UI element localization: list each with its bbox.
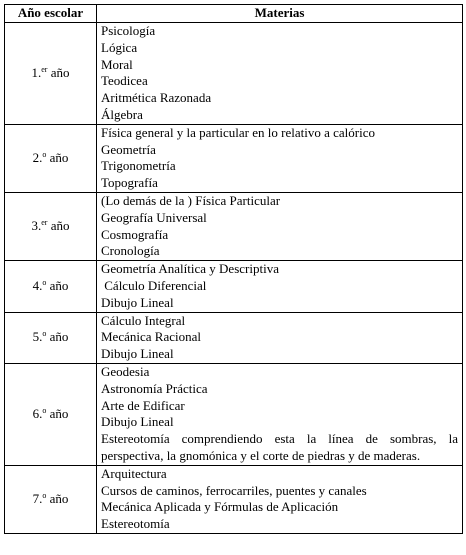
- year-cell: [5, 23, 97, 125]
- table-row: [5, 312, 463, 363]
- subject-item: Geometría Analítica y Descriptiva: [101, 261, 279, 277]
- subject-item: Álgebra: [101, 106, 143, 122]
- subject-item: Estereotomía comprendiendo esta la línea de sombras, la perspectiva, la gnomónica y el corte de piedras y de maderas.: [101, 431, 462, 463]
- subjects-cell: [97, 465, 463, 533]
- subject-item: Arquitectura: [101, 465, 167, 481]
- subjects-cell: [97, 363, 463, 465]
- year-ordinal-suffix: er: [41, 64, 48, 74]
- year-word: año: [49, 329, 69, 345]
- subject-item: Astronomía Práctica: [101, 380, 208, 396]
- subject-item: Estereotomía: [101, 516, 170, 532]
- year-word: año: [49, 149, 69, 165]
- year-word: año: [49, 405, 69, 421]
- subject-item: Topografía: [101, 175, 158, 191]
- year-number: 4.: [32, 277, 43, 293]
- subject-item: Dibujo Lineal: [101, 346, 174, 362]
- curriculum-table: [4, 4, 463, 534]
- table-row: [5, 465, 463, 533]
- year-ordinal-suffix: o: [42, 490, 47, 500]
- year-word: año: [49, 490, 69, 506]
- subject-item: Psicología: [101, 23, 156, 38]
- year-number: 7.: [32, 490, 43, 506]
- subject-item: Teodicea: [101, 73, 148, 89]
- year-number: 2.: [32, 149, 43, 165]
- subjects-cell: [97, 23, 463, 125]
- subject-item: Mecánica Aplicada y Fórmulas de Aplicación: [101, 499, 339, 515]
- subjects-cell: [97, 312, 463, 363]
- year-column-header: Año escolar: [5, 5, 97, 23]
- year-number: 5.: [32, 329, 43, 345]
- subject-item: Cosmografía: [101, 226, 169, 242]
- header-row: [5, 5, 463, 23]
- year-cell: [5, 363, 97, 465]
- year-cell: [5, 465, 97, 533]
- subject-item: Lógica: [101, 39, 138, 55]
- table-row: [5, 124, 463, 192]
- table-row: [5, 192, 463, 260]
- year-ordinal-suffix: o: [42, 329, 47, 339]
- subject-item: (Lo demás de la ) Física Particular: [101, 192, 281, 208]
- table-body: [5, 23, 463, 534]
- year-word: año: [50, 218, 70, 234]
- year-number: 1.: [31, 64, 42, 80]
- year-cell: [5, 312, 97, 363]
- subject-item: Dibujo Lineal: [101, 414, 174, 430]
- subjects-column-header: Materias: [97, 5, 463, 23]
- subject-item: Cronología: [101, 243, 160, 259]
- year-ordinal-suffix: o: [42, 405, 47, 415]
- subject-item: Arte de Edificar: [101, 397, 185, 413]
- subjects-cell: [97, 124, 463, 192]
- subject-item: Dibujo Lineal: [101, 294, 174, 310]
- year-number: 3.: [31, 218, 42, 234]
- year-number: 6.: [32, 405, 43, 421]
- subject-item: Moral: [101, 56, 133, 72]
- subjects-cell: [97, 261, 463, 312]
- subject-item: Geometría: [101, 141, 156, 157]
- year-ordinal-suffix: er: [41, 218, 48, 228]
- subject-item: Física general y la particular en lo relativo a calórico: [101, 124, 375, 140]
- subject-item: Cálculo Integral: [101, 312, 186, 328]
- subject-item: Geodesia: [101, 363, 150, 379]
- year-cell: [5, 192, 97, 260]
- year-ordinal-suffix: o: [42, 149, 47, 159]
- year-ordinal-suffix: o: [42, 277, 47, 287]
- subject-item: Cálculo Diferencial: [101, 277, 207, 293]
- table-row: [5, 363, 463, 465]
- table-row: [5, 23, 463, 125]
- table-row: [5, 261, 463, 312]
- subject-item: Aritmética Razonada: [101, 90, 212, 106]
- subject-item: Cursos de caminos, ferrocarriles, puentes y canales: [101, 482, 367, 498]
- year-cell: [5, 124, 97, 192]
- year-cell: [5, 261, 97, 312]
- subject-item: Geografía Universal: [101, 209, 207, 225]
- year-word: año: [49, 277, 69, 293]
- year-word: año: [50, 64, 70, 80]
- subject-item: Mecánica Racional: [101, 329, 201, 345]
- subject-item: Trigonometría: [101, 158, 176, 174]
- subjects-cell: [97, 192, 463, 260]
